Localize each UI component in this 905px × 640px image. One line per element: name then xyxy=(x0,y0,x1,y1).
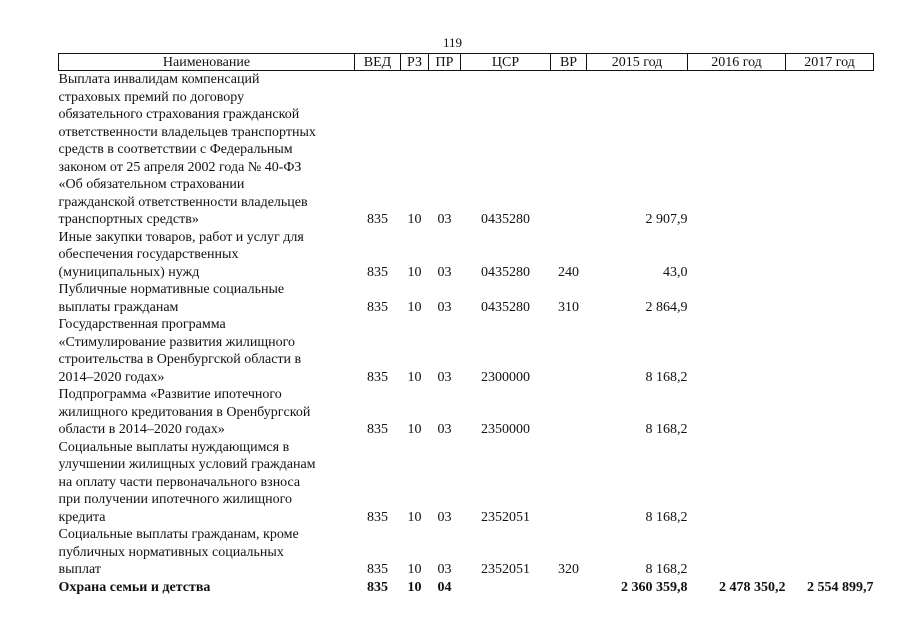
cell-vr: 320 xyxy=(558,562,579,577)
cell-rz: 10 xyxy=(407,579,422,595)
cell-name-line: улучшении жилищных условий гражданам xyxy=(58,457,316,472)
table-row xyxy=(59,316,874,386)
budget-table xyxy=(58,53,874,596)
table-row xyxy=(59,439,874,527)
cell-name-line: Социальные выплаты нуждающимся в xyxy=(58,439,290,455)
cell-csr: 0435280 xyxy=(481,212,530,227)
cell-name-line: при получении ипотечного жилищного xyxy=(58,492,293,507)
cell-name xyxy=(59,71,355,229)
cell-name-line: обязательного страхования гражданской xyxy=(58,107,300,122)
cell-name-line: Государственная программа xyxy=(58,317,226,332)
cell-rz: 10 xyxy=(407,369,422,385)
cell-pr: 03 xyxy=(437,264,452,280)
cell-2017 xyxy=(786,386,874,439)
cell-2016: 2 478 350,2 xyxy=(719,579,786,595)
cell-name-line: транспортных средств» xyxy=(58,212,199,227)
cell-name-line: Социальные выплаты гражданам, кроме xyxy=(58,527,299,542)
cell-csr: 0435280 xyxy=(481,299,530,315)
cell-name-line: ответственности владельцев транспортных xyxy=(58,124,316,140)
cell-name-line: кредита xyxy=(58,509,106,525)
cell-pr: 03 xyxy=(437,299,452,315)
table-row-total xyxy=(59,579,874,597)
cell-2016 xyxy=(688,316,786,386)
cell-name-line: выплат xyxy=(58,562,101,577)
cell-2017 xyxy=(786,316,874,386)
cell-csr: 2300000 xyxy=(481,369,530,385)
cell-name-line: страховых премий по договору xyxy=(58,89,245,105)
cell-name-line: области в 2014–2020 годах» xyxy=(58,422,225,437)
table-row xyxy=(59,526,874,579)
cell-ved: 835 xyxy=(367,509,388,525)
header-2017: 2017 год xyxy=(786,54,874,71)
cell-name-line: на оплату части первоначального взноса xyxy=(58,474,301,490)
cell-vr xyxy=(551,386,587,439)
cell-name-line: Охрана семьи и детства xyxy=(58,579,211,595)
cell-2016 xyxy=(688,281,786,316)
cell-name-line: «Об обязательном страховании xyxy=(58,177,245,192)
table-row xyxy=(59,229,874,282)
cell-2015: 2 864,9 xyxy=(645,299,688,315)
cell-csr: 2350000 xyxy=(481,422,530,437)
cell-csr xyxy=(461,579,551,597)
cell-pr: 04 xyxy=(437,579,452,595)
cell-2015: 8 168,2 xyxy=(645,369,688,385)
cell-name xyxy=(59,579,355,597)
cell-ved: 835 xyxy=(367,562,388,577)
cell-name xyxy=(59,386,355,439)
cell-name-line: Подпрограмма «Развитие ипотечного xyxy=(58,387,282,402)
cell-vr: 240 xyxy=(558,264,579,280)
cell-2017 xyxy=(786,526,874,579)
cell-pr: 03 xyxy=(437,562,452,577)
cell-csr: 2352051 xyxy=(481,509,530,525)
header-ved: ВЕД xyxy=(355,54,401,71)
cell-2015: 8 168,2 xyxy=(645,509,688,525)
cell-2015: 2 360 359,8 xyxy=(621,579,688,595)
cell-rz: 10 xyxy=(407,264,422,280)
header-rz: РЗ xyxy=(401,54,429,71)
cell-2017 xyxy=(786,281,874,316)
cell-vr xyxy=(551,579,587,597)
cell-pr: 03 xyxy=(437,369,452,385)
table-row xyxy=(59,386,874,439)
cell-csr: 0435280 xyxy=(481,264,530,280)
cell-2015: 2 907,9 xyxy=(645,212,688,227)
cell-2015: 8 168,2 xyxy=(645,422,688,437)
cell-name-line: Выплата инвалидам компенсаций xyxy=(58,72,260,87)
cell-vr xyxy=(551,439,587,527)
table-row xyxy=(59,281,874,316)
cell-name-line: Иные закупки товаров, работ и услуг для xyxy=(58,229,304,245)
cell-2016 xyxy=(688,439,786,527)
cell-rz: 10 xyxy=(407,509,422,525)
cell-vr: 310 xyxy=(558,299,579,315)
cell-name xyxy=(59,526,355,579)
cell-pr: 03 xyxy=(437,422,452,437)
cell-name-line: публичных нормативных социальных xyxy=(58,544,284,560)
cell-name xyxy=(59,439,355,527)
header-csr: ЦСР xyxy=(461,54,551,71)
cell-ved: 835 xyxy=(367,299,388,315)
cell-2015: 43,0 xyxy=(663,264,688,280)
cell-name xyxy=(59,281,355,316)
cell-name-line: гражданской ответственности владельцев xyxy=(58,194,308,210)
table-header-row xyxy=(59,54,874,71)
header-vr: ВР xyxy=(551,54,587,71)
cell-pr: 03 xyxy=(437,212,452,227)
cell-ved: 835 xyxy=(367,264,388,280)
page-number: 119 xyxy=(442,35,463,50)
table-row xyxy=(59,71,874,229)
table-body xyxy=(59,71,874,597)
cell-2016 xyxy=(688,526,786,579)
cell-ved: 835 xyxy=(367,579,388,595)
cell-2016 xyxy=(688,71,786,229)
cell-2016 xyxy=(688,386,786,439)
cell-vr xyxy=(551,71,587,229)
header-2015: 2015 год xyxy=(587,54,688,71)
cell-name-line: (муниципальных) нужд xyxy=(58,264,200,280)
cell-name-line: строительства в Оренбургской области в xyxy=(58,352,302,367)
header-name: Наименование xyxy=(59,54,355,71)
cell-name xyxy=(59,229,355,282)
cell-rz: 10 xyxy=(407,212,422,227)
cell-name-line: выплаты гражданам xyxy=(58,299,179,315)
cell-name-line: 2014–2020 годах» xyxy=(58,369,165,385)
cell-2015: 8 168,2 xyxy=(645,562,688,577)
cell-2017 xyxy=(786,71,874,229)
cell-name-line: жилищного кредитования в Оренбургской xyxy=(58,404,311,420)
header-pr: ПР xyxy=(429,54,461,71)
header-2016: 2016 год xyxy=(688,54,786,71)
cell-name-line: «Стимулирование развития жилищного xyxy=(58,334,296,350)
cell-csr: 2352051 xyxy=(481,562,530,577)
cell-2017 xyxy=(786,439,874,527)
cell-name-line: средств в соответствии с Федеральным xyxy=(58,142,293,157)
cell-rz: 10 xyxy=(407,422,422,437)
cell-rz: 10 xyxy=(407,299,422,315)
cell-ved: 835 xyxy=(367,212,388,227)
cell-name xyxy=(59,316,355,386)
cell-name-line: Публичные нормативные социальные xyxy=(58,282,285,297)
cell-vr xyxy=(551,316,587,386)
cell-2016 xyxy=(688,229,786,282)
cell-rz: 10 xyxy=(407,562,422,577)
cell-ved: 835 xyxy=(367,369,388,385)
cell-pr: 03 xyxy=(437,509,452,525)
cell-name-line: законом от 25 апреля 2002 года № 40-ФЗ xyxy=(58,159,302,175)
cell-2017: 2 554 899,7 xyxy=(807,579,874,595)
cell-ved: 835 xyxy=(367,422,388,437)
cell-2017 xyxy=(786,229,874,282)
cell-name-line: обеспечения государственных xyxy=(58,247,239,262)
